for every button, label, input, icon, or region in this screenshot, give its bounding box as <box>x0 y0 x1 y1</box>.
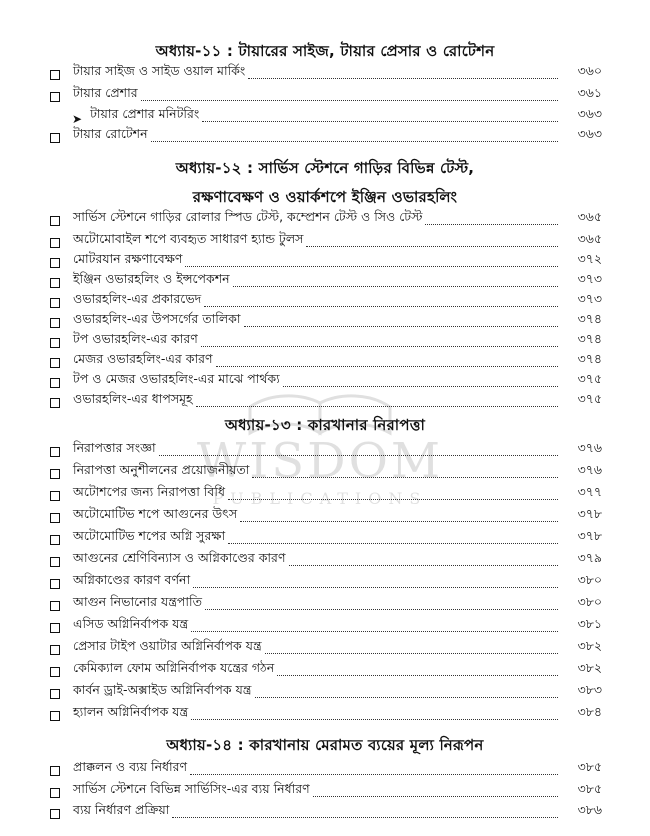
checkbox-icon <box>50 358 60 368</box>
entry-page: ৩৮৫ <box>577 759 602 774</box>
dot-leader <box>252 477 558 478</box>
toc-entry[interactable] <box>50 782 602 802</box>
entry-page: ৩৮০ <box>577 572 602 587</box>
entry-title: নিরাপত্তা অনুশীলনের প্রয়োজনীয়তা <box>73 462 250 477</box>
entry-title: মেজর ওভারহলিং-এর কারণ <box>73 351 213 366</box>
toc-entry[interactable] <box>50 272 602 292</box>
entry-page: ৩৭২ <box>577 251 602 266</box>
entry-page: ৩৮৬ <box>577 802 602 817</box>
dot-leader <box>240 521 558 522</box>
arrow-bullet-icon: ➤ <box>72 112 83 126</box>
checkbox-icon <box>50 809 60 819</box>
checkbox-icon <box>50 667 60 677</box>
checkbox-icon <box>50 645 60 655</box>
toc-entry[interactable] <box>50 661 602 681</box>
checkbox-icon <box>50 689 60 699</box>
toc-entry[interactable] <box>50 760 602 780</box>
entry-title: ইঞ্জিন ওভারহলিং ও ইন্সপেকশন <box>73 271 230 286</box>
entry-page: ৩৮৩ <box>577 682 602 697</box>
dot-leader <box>289 565 559 566</box>
checkbox-icon <box>50 623 60 633</box>
entry-title: টায়ার সাইজ ও সাইড ওয়াল মার্কিং <box>73 63 246 78</box>
dot-leader <box>201 346 558 347</box>
entry-title: টায়ার প্রেশার <box>73 85 138 100</box>
entry-page: ৩৬৫ <box>577 231 602 246</box>
entry-page: ৩৭৩ <box>577 271 602 286</box>
checkbox-icon <box>50 378 60 388</box>
entry-title: অগ্নিকাণ্ডের কারণ বর্ণনা <box>73 572 191 587</box>
dot-leader <box>283 386 558 387</box>
toc-subentry[interactable] <box>72 107 602 127</box>
dot-leader <box>228 499 558 500</box>
dot-leader <box>191 631 558 632</box>
toc-entry[interactable] <box>50 64 602 84</box>
entry-title: ব্যয় নির্ধারণ প্রক্রিয়া <box>73 802 170 817</box>
entry-page: ৩৭৬ <box>577 440 602 455</box>
toc-entry[interactable] <box>50 392 602 412</box>
entry-page: ৩৬৫ <box>577 209 602 224</box>
entry-title: টপ ও মেজর ওভারহলিং-এর মাঝে পার্থক্য <box>73 371 280 386</box>
checkbox-icon <box>50 535 60 545</box>
toc-entry[interactable] <box>50 352 602 372</box>
entry-page: ৩৭৫ <box>577 371 602 386</box>
toc-entry[interactable] <box>50 551 602 571</box>
toc-entry[interactable] <box>50 595 602 615</box>
dot-leader <box>151 141 558 142</box>
entry-title: মোটরযান রক্ষণাবেক্ষণ <box>73 251 183 266</box>
toc-entry[interactable] <box>50 529 602 549</box>
checkbox-icon <box>50 491 60 501</box>
toc-entry[interactable] <box>50 441 602 461</box>
entry-page: ৩৭৬ <box>577 462 602 477</box>
entry-page: ৩৭৩ <box>577 291 602 306</box>
dot-leader <box>141 100 558 101</box>
checkbox-icon <box>50 557 60 567</box>
entry-title: অটোমোটিভ শপের অগ্নি সুরক্ষা <box>73 528 226 543</box>
toc-entry[interactable] <box>50 617 602 637</box>
checkbox-icon <box>50 216 60 226</box>
toc-entry[interactable] <box>50 312 602 332</box>
checkbox-icon <box>50 318 60 328</box>
chapter-11-heading: অধ্যায়-১১ : টায়ারের সাইজ, টায়ার প্রেসার ও রোটেশন <box>155 42 495 60</box>
entry-page: ৩৬৩ <box>577 126 602 141</box>
toc-entry[interactable] <box>50 705 602 725</box>
entry-page: ৩৭৭ <box>577 484 602 499</box>
dot-leader <box>172 817 558 818</box>
dot-leader <box>228 543 558 544</box>
entry-title: টায়ার প্রেশার মনিটরিং <box>90 106 200 121</box>
checkbox-icon <box>50 447 60 457</box>
checkbox-icon <box>50 70 60 80</box>
chapter-12-heading: অধ্যায়-১২ : সার্ভিস স্টেশনে গাড়ির বিভিন্ন টেস্ট, <box>175 159 475 177</box>
toc-entry[interactable] <box>50 372 602 392</box>
dot-leader <box>265 653 558 654</box>
dot-leader <box>185 266 558 267</box>
toc-entry[interactable] <box>50 292 602 312</box>
dot-leader <box>255 697 559 698</box>
toc-entry[interactable] <box>50 803 602 823</box>
chapter-13-heading: অধ্যায়-১৩ : কারখানার নিরাপত্তা <box>224 416 426 434</box>
entry-title: ওভারহলিং-এর উপসর্গের তালিকা <box>73 311 241 326</box>
dot-leader <box>216 366 558 367</box>
checkbox-icon <box>50 579 60 589</box>
checkbox-icon <box>50 469 60 479</box>
entry-title: নিরাপত্তার সংজ্ঞা <box>73 440 156 455</box>
toc-entry[interactable] <box>50 127 602 147</box>
entry-title: টায়ার রোটেশন <box>73 126 148 141</box>
dot-leader <box>205 609 558 610</box>
entry-title: অটোশপের জন্য নিরাপত্তা বিধি <box>73 484 225 499</box>
checkbox-icon <box>50 788 60 798</box>
entry-page: ৩৮৪ <box>577 704 602 719</box>
entry-title: অটোমোবাইল শপে ব্যবহৃত সাধারণ হ্যান্ড টুলস <box>73 231 304 246</box>
entry-title: প্রেসার টাইপ ওয়াটার অগ্নিনির্বাপক যন্ত্র <box>73 638 262 653</box>
checkbox-icon <box>50 298 60 308</box>
dot-leader <box>425 224 558 225</box>
entry-page: ৩৭৮ <box>577 528 602 543</box>
toc-entry[interactable] <box>50 210 602 230</box>
entry-page: ৩৭৫ <box>577 391 602 406</box>
entry-title: সার্ভিস স্টেশনে গাড়ির রোলার স্পিড টেস্ট, কম্প্রেশন টেস্ট ও সিও টেস্ট <box>73 209 423 224</box>
entry-page: ৩৭৪ <box>577 331 602 346</box>
checkbox-icon <box>50 711 60 721</box>
entry-page: ৩৭৯ <box>577 550 602 565</box>
dot-leader <box>306 246 558 247</box>
entry-title: কার্বন ড্রাই-অক্সাইড অগ্নিনির্বাপক যন্ত্র <box>73 682 252 697</box>
dot-leader <box>277 675 558 676</box>
entry-title: ওভারহলিং-এর ধাপসমূহ <box>73 391 193 406</box>
chapter-12-heading-line2: রক্ষণাবেক্ষণ ও ওয়ার্কশপে ইঞ্জিন ওভারহলিং <box>192 188 458 206</box>
entry-title: সার্ভিস স্টেশনে বিভিন্ন সার্ভিসিং-এর ব্যয় নির্ধারণ <box>73 781 310 796</box>
dot-leader <box>193 587 558 588</box>
dot-leader <box>244 326 558 327</box>
entry-page: ৩৮০ <box>577 594 602 609</box>
entry-title: হ্যালন অগ্নিনির্বাপক যন্ত্র <box>73 704 189 719</box>
dot-leader <box>159 455 558 456</box>
checkbox-icon <box>50 398 60 408</box>
dot-leader <box>196 406 558 407</box>
entry-page: ৩৮২ <box>577 660 602 675</box>
dot-leader <box>204 306 558 307</box>
toc-entry[interactable] <box>50 86 602 106</box>
entry-title: টপ ওভারহলিং-এর কারণ <box>73 331 198 346</box>
toc-entry[interactable] <box>50 507 602 527</box>
checkbox-icon <box>50 338 60 348</box>
dot-leader <box>313 796 558 797</box>
toc-entry[interactable] <box>50 252 602 272</box>
dot-leader <box>202 121 558 122</box>
dot-leader <box>190 774 558 775</box>
toc-entry[interactable] <box>50 573 602 593</box>
entry-page: ৩৬১ <box>577 85 602 100</box>
entry-page: ৩৮১ <box>577 616 602 631</box>
toc-entry[interactable] <box>50 683 602 703</box>
entry-page: ৩৭৪ <box>577 311 602 326</box>
entry-page: ৩৬৩ <box>577 106 602 121</box>
toc-entry[interactable] <box>50 485 602 505</box>
toc-entry[interactable] <box>50 463 602 483</box>
dot-leader <box>248 78 558 79</box>
toc-entry[interactable] <box>50 639 602 659</box>
entry-title: আগুন নিভানোর যন্ত্রপাতি <box>73 594 202 609</box>
entry-page: ৩৬০ <box>577 63 602 78</box>
checkbox-icon <box>50 92 60 102</box>
checkbox-icon <box>50 766 60 776</box>
checkbox-icon <box>50 513 60 523</box>
toc-entry[interactable] <box>50 232 602 252</box>
entry-page: ৩৭৪ <box>577 351 602 366</box>
entry-title: আগুনের শ্রেণিবিন্যাস ও অগ্নিকাণ্ডের কারণ <box>73 550 286 565</box>
entry-title: এসিড অগ্নিনির্বাপক যন্ত্র <box>73 616 189 631</box>
checkbox-icon <box>50 258 60 268</box>
entry-title: প্রাক্কলন ও ব্যয় নির্ধারণ <box>73 759 188 774</box>
dot-leader <box>191 719 558 720</box>
entry-title: কেমিক্যাল ফোম অগ্নিনির্বাপক যন্ত্রের গঠন <box>73 660 275 675</box>
entry-title: অটোমোটিভ শপে আগুনের উৎস <box>73 506 238 521</box>
chapter-14-heading: অধ্যায়-১৪ : কারখানায় মেরামত ব্যয়ের মূল্য নিরূপন <box>166 736 484 754</box>
dot-leader <box>233 286 558 287</box>
entry-title: ওভারহলিং-এর প্রকারভেদ <box>73 291 202 306</box>
toc-entry[interactable] <box>50 332 602 352</box>
checkbox-icon <box>50 278 60 288</box>
watermark-subtitle: PUBLICATIONS <box>212 489 428 508</box>
watermark-title: WISDOM <box>196 433 444 489</box>
entry-page: ৩৮৫ <box>577 781 602 796</box>
checkbox-icon <box>50 601 60 611</box>
entry-page: ৩৮২ <box>577 638 602 653</box>
checkbox-icon <box>50 133 60 143</box>
checkbox-icon <box>50 238 60 248</box>
entry-page: ৩৭৮ <box>577 506 602 521</box>
